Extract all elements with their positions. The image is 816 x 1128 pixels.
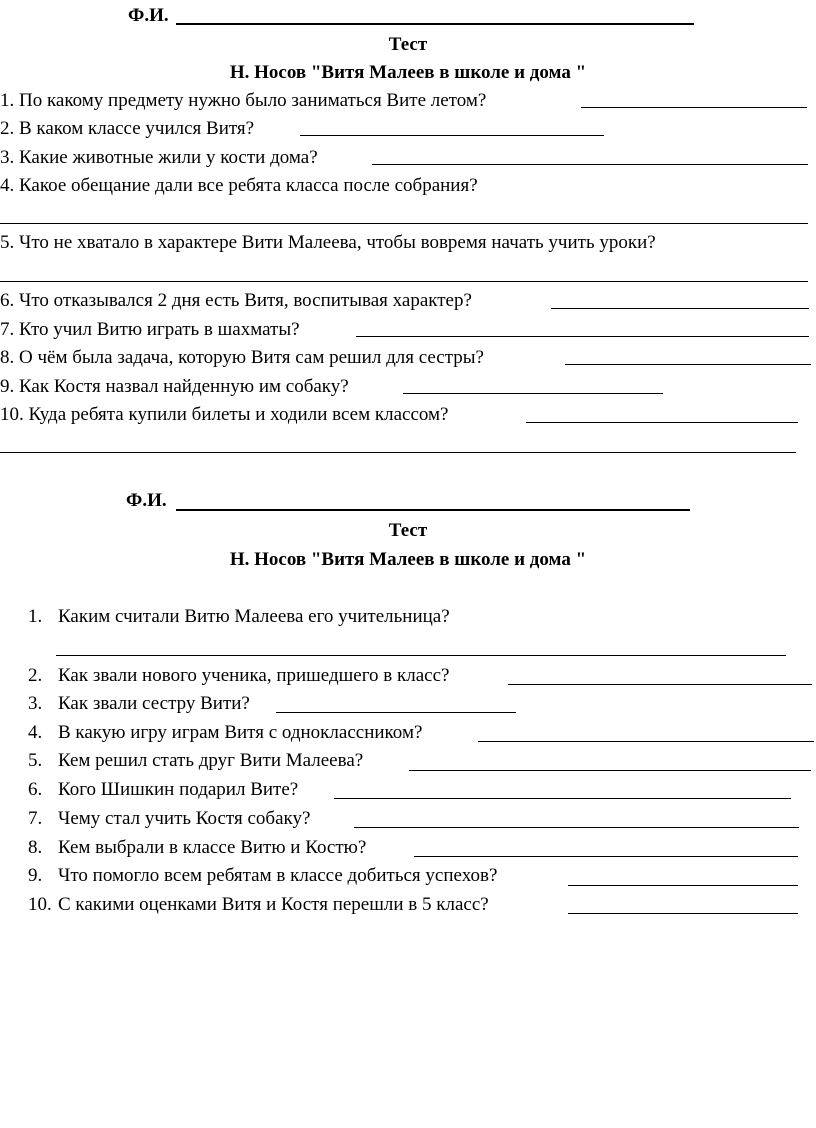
test-title: Тест: [388, 520, 428, 541]
question-5: 5. Что не хватало в характере Вити Малеева, чтобы вовремя начать учить уроки?: [0, 232, 656, 253]
question-1: 1. Каким считали Витю Малеева его учительница?: [28, 606, 450, 627]
answer-line-2[interactable]: [508, 684, 812, 685]
answer-line-10[interactable]: [526, 422, 798, 423]
answer-line-1[interactable]: [581, 107, 807, 108]
question-9: 9. Что помогло всем ребятам в классе добиться успехов?: [28, 865, 498, 886]
answer-line-1[interactable]: [56, 655, 786, 656]
fio-label: Ф.И.: [128, 5, 169, 26]
question-9: 9. Как Костя назвал найденную им собаку?: [0, 376, 349, 397]
answer-line-5[interactable]: [409, 770, 811, 771]
answer-line-4[interactable]: [478, 741, 814, 742]
answer-line-5[interactable]: [0, 281, 808, 282]
question-6: 6. Что отказывался 2 дня есть Витя, воспитывая характер?: [0, 290, 472, 311]
question-8: 8. О чём была задача, которую Витя сам решил для сестры?: [0, 347, 484, 368]
answer-line-7[interactable]: [354, 827, 799, 828]
fio-label: Ф.И.: [126, 490, 167, 511]
answer-line-7[interactable]: [356, 336, 809, 337]
question-2: 2. Как звали нового ученика, пришедшего в класс?: [28, 665, 450, 686]
question-4: 4. В какую игру играм Витя с одноклассником?: [28, 722, 423, 743]
question-7: 7. Чему стал учить Костя собаку?: [28, 808, 311, 829]
question-2: 2. В каком классе учился Витя?: [0, 118, 255, 139]
test-subtitle: Н. Носов "Витя Малеев в школе и дома ": [229, 549, 587, 570]
question-7: 7. Кто учил Витю играть в шахматы?: [0, 319, 300, 340]
answer-line-3[interactable]: [372, 164, 808, 165]
question-10: 10. Куда ребята купили билеты и ходили всем классом?: [0, 404, 449, 425]
question-3: 3. Как звали сестру Вити?: [28, 693, 250, 714]
question-3: 3. Какие животные жили у кости дома?: [0, 147, 318, 168]
answer-line-6[interactable]: [334, 798, 791, 799]
question-5: 5. Кем решил стать друг Вити Малеева?: [28, 750, 364, 771]
test-subtitle: Н. Носов "Витя Малеев в школе и дома ": [229, 62, 587, 83]
answer-line-4[interactable]: [0, 223, 808, 224]
answer-line-8[interactable]: [565, 364, 811, 365]
question-10: 10. С какими оценками Витя и Костя перешли в 5 класс?: [28, 894, 489, 915]
question-4: 4. Какое обещание дали все ребята класса после собрания?: [0, 175, 478, 196]
answer-line-8[interactable]: [414, 856, 798, 857]
answer-line-2[interactable]: [300, 135, 604, 136]
fio-answer-line[interactable]: [176, 23, 694, 25]
answer-line-9[interactable]: [403, 393, 663, 394]
answer-line-3[interactable]: [276, 712, 516, 713]
test-title: Тест: [388, 34, 428, 55]
fio-answer-line[interactable]: [176, 509, 690, 511]
answer-line-6[interactable]: [551, 308, 809, 309]
answer-line-10-extra[interactable]: [0, 452, 796, 453]
answer-line-10[interactable]: [568, 913, 798, 914]
question-8: 8. Кем выбрали в классе Витю и Костю?: [28, 837, 367, 858]
question-6: 6. Кого Шишкин подарил Вите?: [28, 779, 299, 800]
answer-line-9[interactable]: [568, 885, 798, 886]
question-1: 1. По какому предмету нужно было заниматься Вите летом?: [0, 90, 487, 111]
